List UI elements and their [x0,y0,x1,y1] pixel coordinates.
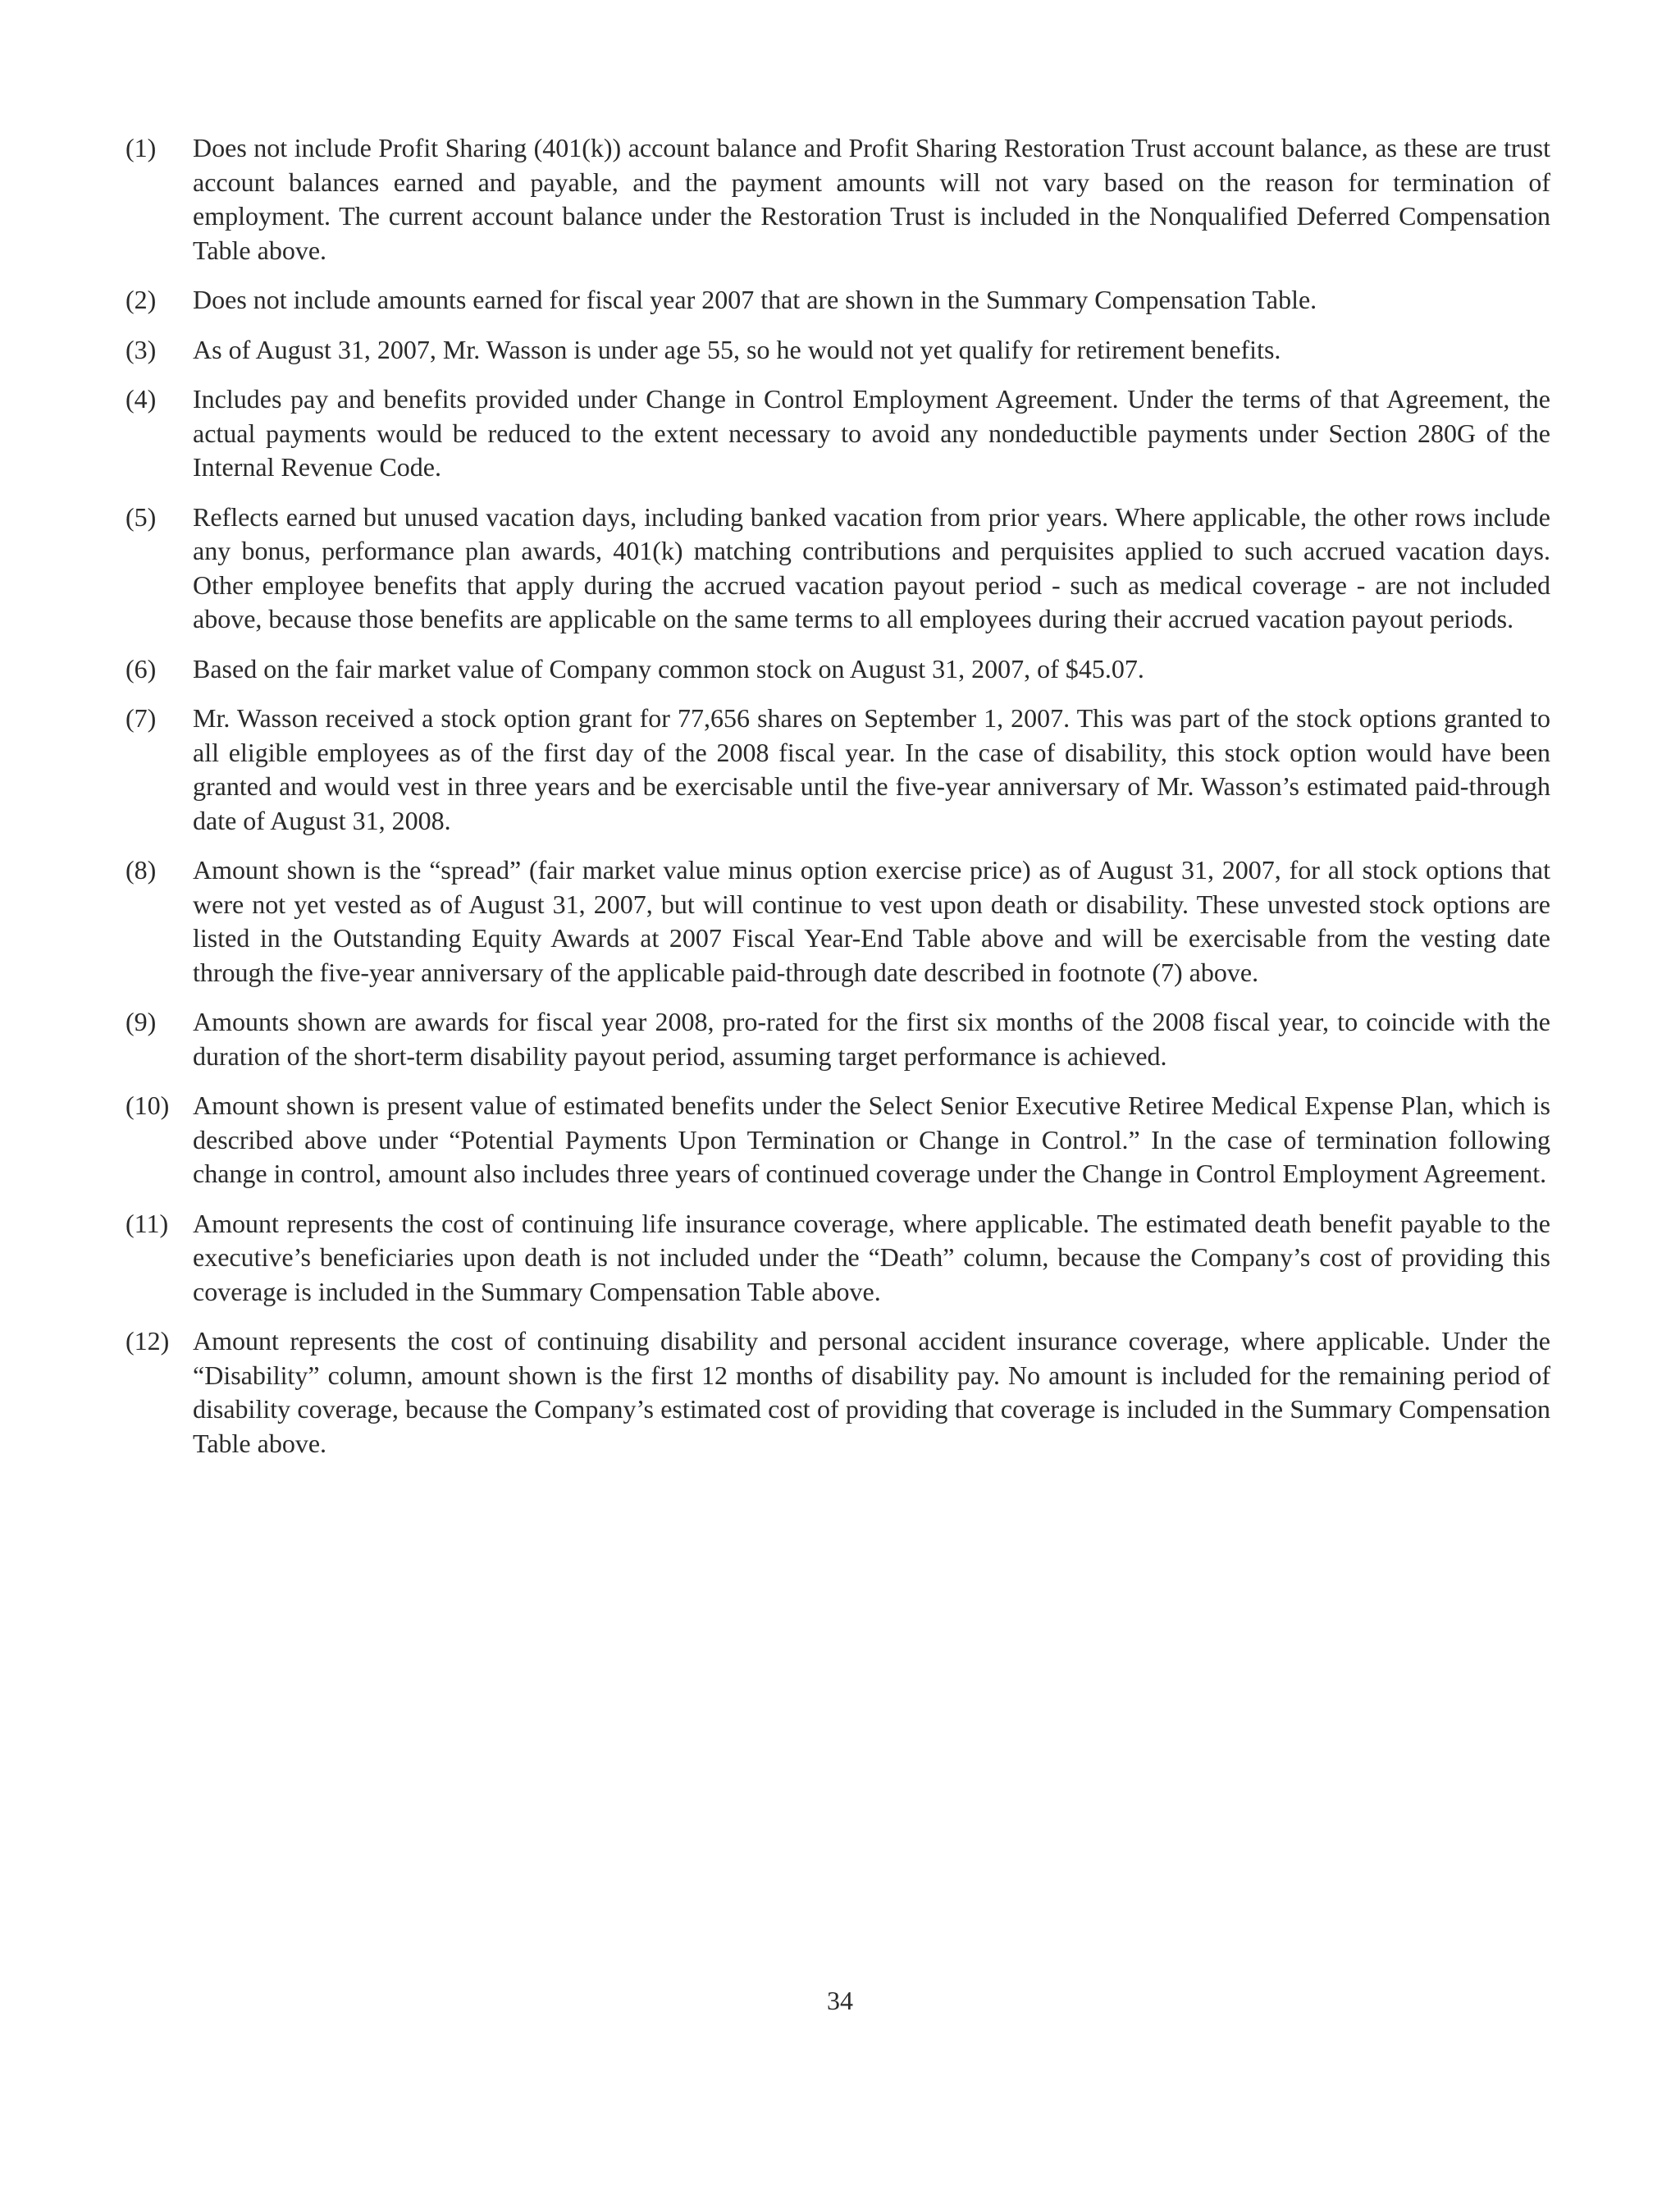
footnotes-list [126,131,1550,1476]
footnote [126,853,1550,990]
footnote [126,1207,1550,1310]
footnote-text: Based on the fair market value of Company common stock on August 31, 2007, of $45.07. [193,653,1144,684]
footnote-text: Reflects earned but unused vacation days, including banked vacation from prior years. Where applicable, the other rows include any bonus, performance plan awards, 401(k) matching contributions and perquisites applied to such accrued vacation days. Other employee benefits that apply during the accrued vacation payout period - such as medical coverage - are not included above, because those benefits are applicable on the same terms to all employees during their accrued vacation payout periods. [193,501,1550,633]
footnote-text: Amount represents the cost of continuing life insurance coverage, where applicable. The estimated death benefit payable to the executive’s beneficiaries upon death is not included under the “Death” column, because the Company’s cost of providing this coverage is included in the Summary Compensation Table above. [193,1208,1550,1306]
footnote [126,1324,1550,1461]
footnote-text: Amount represents the cost of continuing disability and personal accident insurance coverage, where applicable. Under the “Disability” column, amount shown is the first 12 months of disability pay. No amount is included for the remaining period of disability coverage, because the Company’s estimated cost of providing that coverage is included in the Summary Compensation Table above. [193,1326,1550,1458]
footnote-number: (4) [126,384,157,414]
footnote [126,382,1550,485]
page-number: 34 [827,1986,853,2015]
footnote-number: (12) [126,1326,170,1356]
footnote-number: (10) [126,1090,170,1120]
footnote [126,1089,1550,1191]
footnote-number: (11) [126,1208,169,1238]
footnote [126,333,1550,368]
footnote-text: Amounts shown are awards for fiscal year 2008, pro-rated for the first six months of the 2008 fiscal year, to coincide with the duration of the short-term disability payout period, assuming target performance is achieved. [193,1007,1550,1071]
footnote-number: (3) [126,334,157,364]
footnote-text: Does not include amounts earned for fiscal year 2007 that are shown in the Summary Compensation Table. [193,285,1317,314]
footnote [126,1005,1550,1073]
footnote [126,501,1550,637]
footnote-number: (7) [126,703,157,733]
footnote-number: (1) [126,133,157,162]
footnote-number: (9) [126,1007,157,1036]
footnote [126,131,1550,267]
footnote [126,652,1550,687]
footnote-number: (5) [126,501,157,532]
footnote-text: Does not include Profit Sharing (401(k)) account balance and Profit Sharing Restoration Trust account balance, as these are trust account balances earned and payable, and the payment amounts will not vary based on the reason for termination of employment. The current account balance under the Restoration Trust is included in the Nonqualified Deferred Compensation Table above. [193,133,1550,265]
footnote [126,283,1550,318]
footnote [126,702,1550,838]
footnote-text: Mr. Wasson received a stock option grant for 77,656 shares on September 1, 2007. This was part of the stock options granted to all eligible employees as of the first day of the 2008 fiscal year. In the case of disability, this stock option would have been granted and would vest in three years and be exercisable until the five-year anniversary of Mr. Wasson’s estimated paid-through date of August 31, 2008. [193,703,1550,835]
footnote-number: (2) [126,285,157,314]
footnote-number: (8) [126,855,157,885]
footnote-text: As of August 31, 2007, Mr. Wasson is under age 55, so he would not yet qualify for retirement benefits. [193,334,1281,364]
footnote-text: Amount shown is present value of estimated benefits under the Select Senior Executive Retiree Medical Expense Plan, which is described above under “Potential Payments Upon Termination or Change in Control.” In the case of termination following change in control, amount also includes three years of continued coverage under the Change in Control Employment Agreement. [193,1090,1550,1188]
footnote-number: (6) [126,653,157,684]
footnote-text: Includes pay and benefits provided under Change in Control Employment Agreement. Under the terms of that Agreement, the actual payments would be reduced to the extent necessary to avoid any nondeductible payments under Section 280G of the Internal Revenue Code. [193,384,1550,482]
footnote-text: Amount shown is the “spread” (fair market value minus option exercise price) as of August 31, 2007, for all stock options that were not yet vested as of August 31, 2007, but will continue to vest upon death or disability. These unvested stock options are listed in the Outstanding Equity Awards at 2007 Fiscal Year-End Table above and will be exercisable from the vesting date through the five-year anniversary of the applicable paid-through date described in footnote (7) above. [193,855,1550,987]
